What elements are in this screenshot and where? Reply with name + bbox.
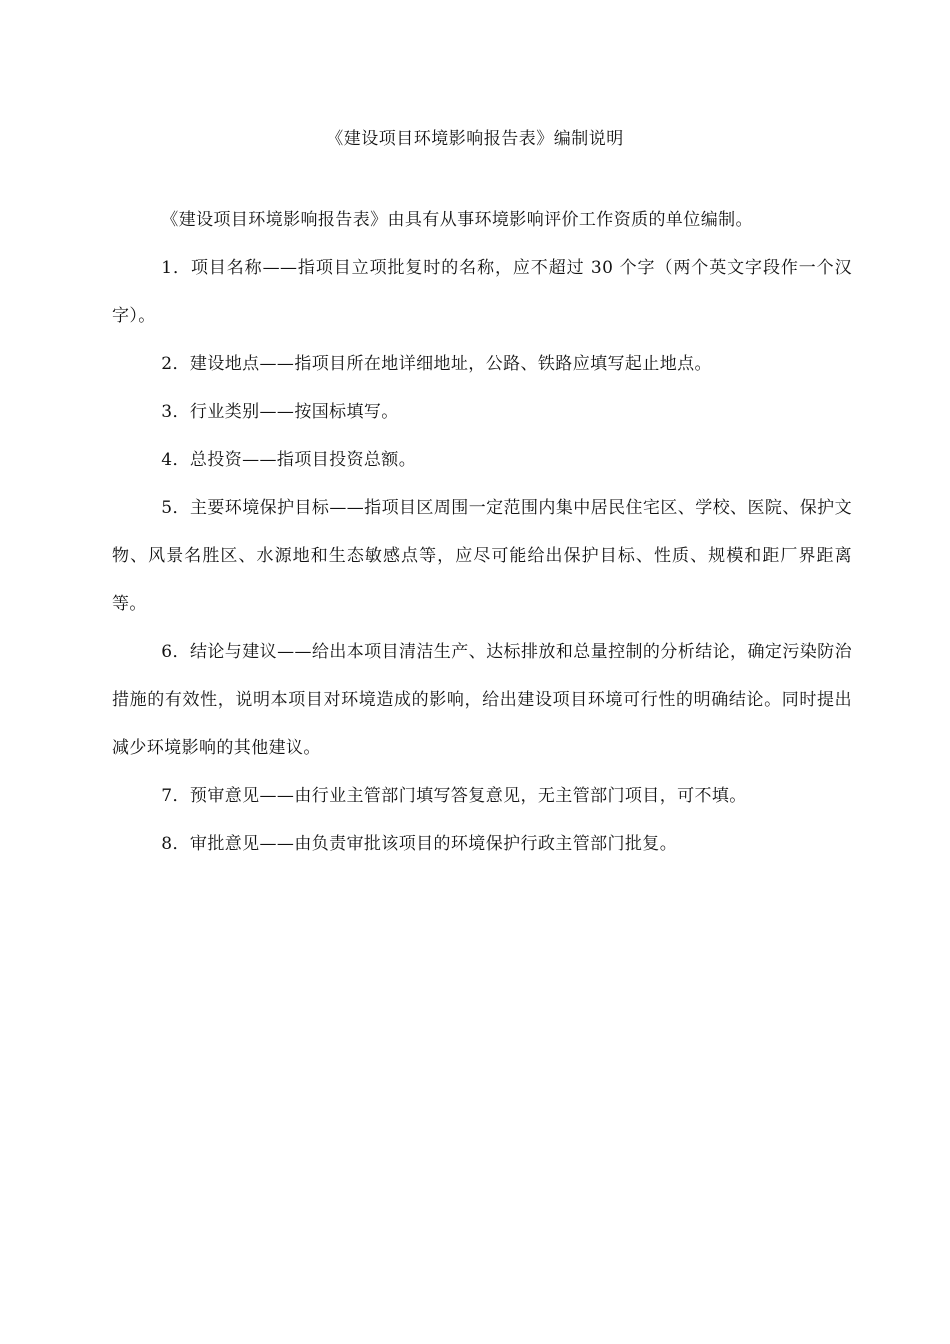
item-5-protection-targets: 5．主要环境保护目标——指项目区周围一定范围内集中居民住宅区、学校、医院、保护文物、风景名胜区、水源地和生态敏感点等，应尽可能给出保护目标、性质、规模和距厂界距离等。 — [112, 498, 852, 614]
item-1-project-name: 1．项目名称——指项目立项批复时的名称，应不超过 30 个字（两个英文字段作一个汉字）。 — [112, 258, 852, 326]
item-4-total-investment: 4．总投资——指项目投资总额。 — [161, 450, 417, 470]
document-body — [112, 196, 852, 868]
item-7-pre-review: 7．预审意见——由行业主管部门填写答复意见，无主管部门项目，可不填。 — [161, 786, 747, 806]
item-2-construction-site: 2．建设地点——指项目所在地详细地址，公路、铁路应填写起止地点。 — [161, 354, 712, 374]
item-8-approval: 8．审批意见——由负责审批该项目的环境保护行政主管部门批复。 — [161, 834, 678, 854]
item-6-conclusions: 6．结论与建议——给出本项目清洁生产、达标排放和总量控制的分析结论，确定污染防治措施的有效性，说明本项目对环境造成的影响，给出建设项目环境可行性的明确结论。同时提出减少环境影响的其他建议。 — [112, 642, 852, 758]
item-3-industry-category: 3．行业类别——按国标填写。 — [161, 402, 399, 422]
intro-paragraph: 《建设项目环境影响报告表》由具有从事环境影响评价工作资质的单位编制。 — [161, 210, 753, 230]
document-title: 《建设项目环境影响报告表》编制说明 — [326, 129, 624, 149]
